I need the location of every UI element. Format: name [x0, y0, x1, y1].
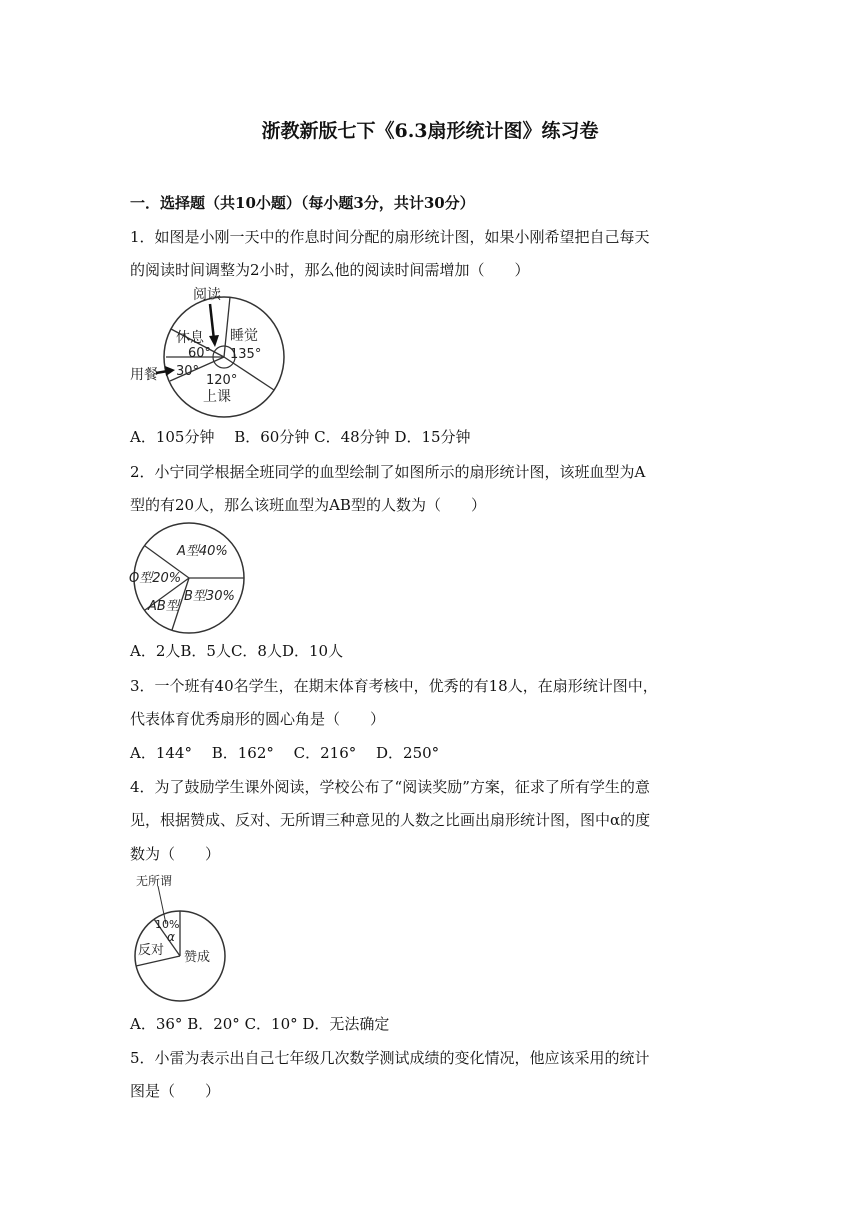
- q3-options: A．144° B．162° C．216° D．250°: [130, 744, 440, 762]
- q4-label-pct: 10%: [155, 918, 180, 931]
- q2-label-ab: AB型: [148, 599, 179, 614]
- section-heading: 一．选择题（共10小题）（每小题3分，共计30分）: [130, 194, 475, 212]
- q1-label-rest-deg: 60°: [188, 346, 212, 361]
- q1-stem-line1: 1．如图是小刚一天中的作息时间分配的扇形统计图，如果小刚希望把自己每天: [130, 228, 650, 246]
- q3-stem-line2: 代表体育优秀扇形的圆心角是（ ）: [130, 710, 386, 728]
- q4-label-agree: 赞成: [184, 950, 211, 965]
- q2-stem-line2: 型的有20人，那么该班血型为AB型的人数为（ ）: [130, 496, 486, 514]
- q2-label-b: B型30%: [184, 589, 235, 604]
- q1-options: A．105分钟 B．60分钟 C．48分钟 D．15分钟: [130, 428, 471, 446]
- q5-stem-line1: 5．小雷为表示出自己七年级几次数学测试成绩的变化情况，他应该采用的统计: [130, 1049, 650, 1067]
- q1-label-class: 上课: [203, 389, 231, 405]
- q2-options: A．2人B．5人C．8人D．10人: [130, 642, 344, 660]
- q1-stem-line2: 的阅读时间调整为2小时，那么他的阅读时间需增加（ ）: [130, 261, 530, 279]
- q1-label-meal: 用餐: [130, 367, 158, 383]
- q4-label-alpha: α: [167, 930, 175, 944]
- q1-reading-arrow: [210, 304, 214, 340]
- q1-label-sleep: 睡觉: [230, 328, 258, 344]
- q1-label-class-deg: 120°: [206, 373, 238, 388]
- q5-stem-line2: 图是（ ）: [130, 1082, 221, 1100]
- q4-stem-line2: 见，根据赞成、反对、无所谓三种意见的人数之比画出扇形统计图，图中α的度: [130, 811, 651, 829]
- q1-label-sleep-deg: 135°: [230, 347, 262, 362]
- q2-label-o: O型20%: [129, 571, 182, 586]
- q4-label-oppose: 反对: [138, 943, 165, 958]
- q1-label-reading: 阅读: [193, 287, 221, 303]
- q2-pie-figure: [126, 520, 256, 630]
- q4-stem-line3: 数为（ ）: [130, 845, 221, 863]
- q4-label-indifferent: 无所谓: [136, 874, 173, 888]
- q1-pie-figure: [126, 284, 286, 420]
- q1-label-meal-deg: 30°: [176, 364, 200, 379]
- q4-pie-figure: [128, 870, 238, 1004]
- q3-stem-line1: 3．一个班有40名学生，在期末体育考核中，优秀的有18人，在扇形统计图中，: [130, 677, 658, 695]
- q4-stem-line1: 4．为了鼓励学生课外阅读，学校公布了“阅读奖励”方案，征求了所有学生的意: [130, 778, 650, 796]
- q4-options: A．36° B．20° C．10° D．无法确定: [130, 1015, 390, 1033]
- page-title: 浙教新版七下《6.3扇形统计图》练习卷: [261, 120, 599, 142]
- q1-label-rest: 休息: [176, 330, 204, 346]
- q2-stem-line1: 2．小宁同学根据全班同学的血型绘制了如图所示的扇形统计图，该班血型为A: [130, 463, 646, 481]
- q1-meal-arrowhead: [165, 366, 175, 376]
- q2-label-a: A型40%: [177, 544, 228, 559]
